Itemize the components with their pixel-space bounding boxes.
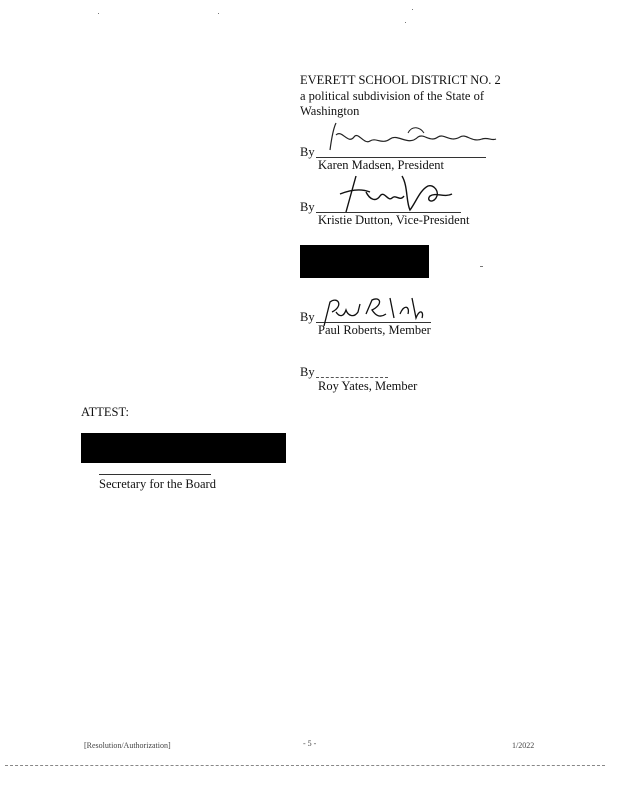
entity-name: EVERETT SCHOOL DISTRICT NO. 2 — [300, 73, 501, 87]
by-label: By — [300, 365, 315, 379]
entity-description: a political subdivision of the State of — [300, 89, 484, 103]
scan-speck — [480, 266, 483, 267]
secretary-title: Secretary for the Board — [99, 477, 216, 491]
signature-line — [316, 377, 388, 378]
redaction-block — [81, 433, 286, 463]
scan-speck — [412, 9, 413, 10]
signer-name-title: Karen Madsen, President — [318, 158, 445, 172]
signature-image — [336, 172, 456, 217]
page-number: - 5 - — [303, 739, 317, 748]
scan-speck — [98, 13, 99, 14]
entity-state: Washington — [300, 104, 360, 118]
footer-right: 1/2022 — [512, 741, 535, 750]
signer-name-title: Kristie Dutton, Vice-President — [318, 213, 470, 227]
by-label: By — [300, 200, 315, 214]
by-label: By — [300, 145, 315, 159]
scan-speck — [218, 13, 219, 14]
signature-line — [99, 474, 211, 475]
signer-name-title: Paul Roberts, Member — [318, 323, 431, 337]
by-label: By — [300, 310, 315, 324]
footer-left: [Resolution/Authorization] — [84, 741, 171, 750]
footer-rule — [5, 765, 605, 766]
signature-image — [320, 115, 500, 160]
signer-name-title: Roy Yates, Member — [318, 379, 418, 393]
scan-speck — [405, 22, 406, 23]
redaction-block — [300, 245, 429, 278]
attest-label: ATTEST: — [81, 405, 129, 419]
